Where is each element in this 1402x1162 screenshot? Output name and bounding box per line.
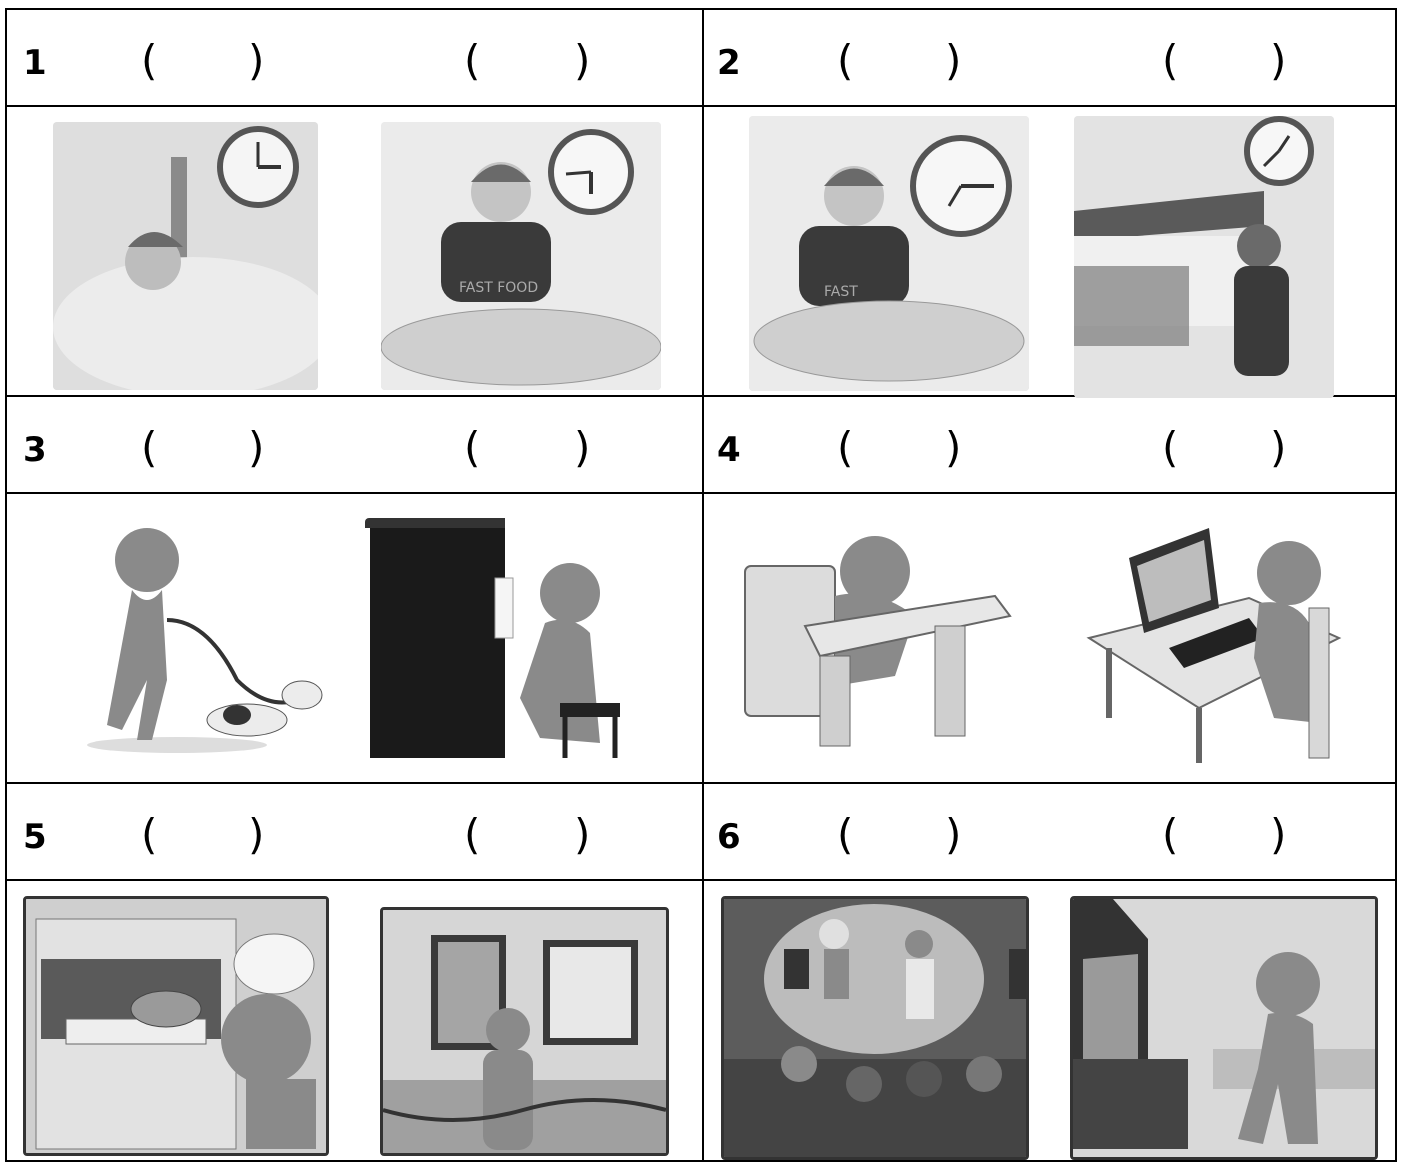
answer-paren-close: ) xyxy=(574,36,591,85)
answer-paren-open: ( xyxy=(1162,810,1179,859)
item-number: 5 xyxy=(23,817,47,857)
answer-paren-close: ) xyxy=(1270,423,1287,472)
answer-paren-open: ( xyxy=(837,423,854,472)
answer-paren-close: ) xyxy=(248,36,265,85)
boy-going-to-school-with-clock-picture xyxy=(1074,116,1334,398)
playing-piano-picture xyxy=(365,518,625,763)
item-number: 6 xyxy=(717,817,741,857)
answer-paren-open: ( xyxy=(464,36,481,85)
worksheet xyxy=(5,8,1397,1162)
answer-paren-close: ) xyxy=(248,810,265,859)
item-number: 1 xyxy=(23,43,47,83)
answer-paren-close: ) xyxy=(945,423,962,472)
sleeping-at-desk-picture xyxy=(735,536,1015,761)
row-divider xyxy=(7,492,1395,494)
answer-paren-open: ( xyxy=(141,36,158,85)
answer-paren-close: ) xyxy=(945,810,962,859)
row-divider xyxy=(7,879,1395,881)
answer-paren-open: ( xyxy=(464,810,481,859)
visiting-art-museum-picture xyxy=(380,907,669,1156)
answer-paren-open: ( xyxy=(1162,36,1179,85)
answer-paren-close: ) xyxy=(1270,36,1287,85)
answer-paren-open: ( xyxy=(141,810,158,859)
answer-paren-open: ( xyxy=(837,810,854,859)
item-number: 2 xyxy=(717,43,741,83)
answer-paren-close: ) xyxy=(945,36,962,85)
sleeping-boy-with-clock-picture xyxy=(53,122,318,390)
using-computer-picture xyxy=(1079,518,1349,768)
item-number: 3 xyxy=(23,430,47,470)
row-divider xyxy=(7,105,1395,107)
chef-cooking-picture xyxy=(23,896,329,1156)
answer-paren-open: ( xyxy=(141,423,158,472)
concert-picture xyxy=(721,896,1029,1160)
boy-eating-lunch-with-clock-picture xyxy=(749,116,1029,391)
walking-dog-picture xyxy=(67,520,327,755)
playing-video-games-picture xyxy=(1070,896,1378,1160)
answer-paren-close: ) xyxy=(1270,810,1287,859)
item-number: 4 xyxy=(717,430,741,470)
row-divider xyxy=(7,782,1395,784)
boy-eating-breakfast-with-clock-picture xyxy=(381,122,661,390)
answer-paren-close: ) xyxy=(248,423,265,472)
answer-paren-close: ) xyxy=(574,423,591,472)
center-divider xyxy=(702,10,704,1160)
shirt-text: FAST xyxy=(824,284,858,300)
shirt-text: FAST FOOD xyxy=(459,280,539,296)
answer-paren-open: ( xyxy=(464,423,481,472)
answer-paren-open: ( xyxy=(837,36,854,85)
answer-paren-close: ) xyxy=(574,810,591,859)
answer-paren-open: ( xyxy=(1162,423,1179,472)
